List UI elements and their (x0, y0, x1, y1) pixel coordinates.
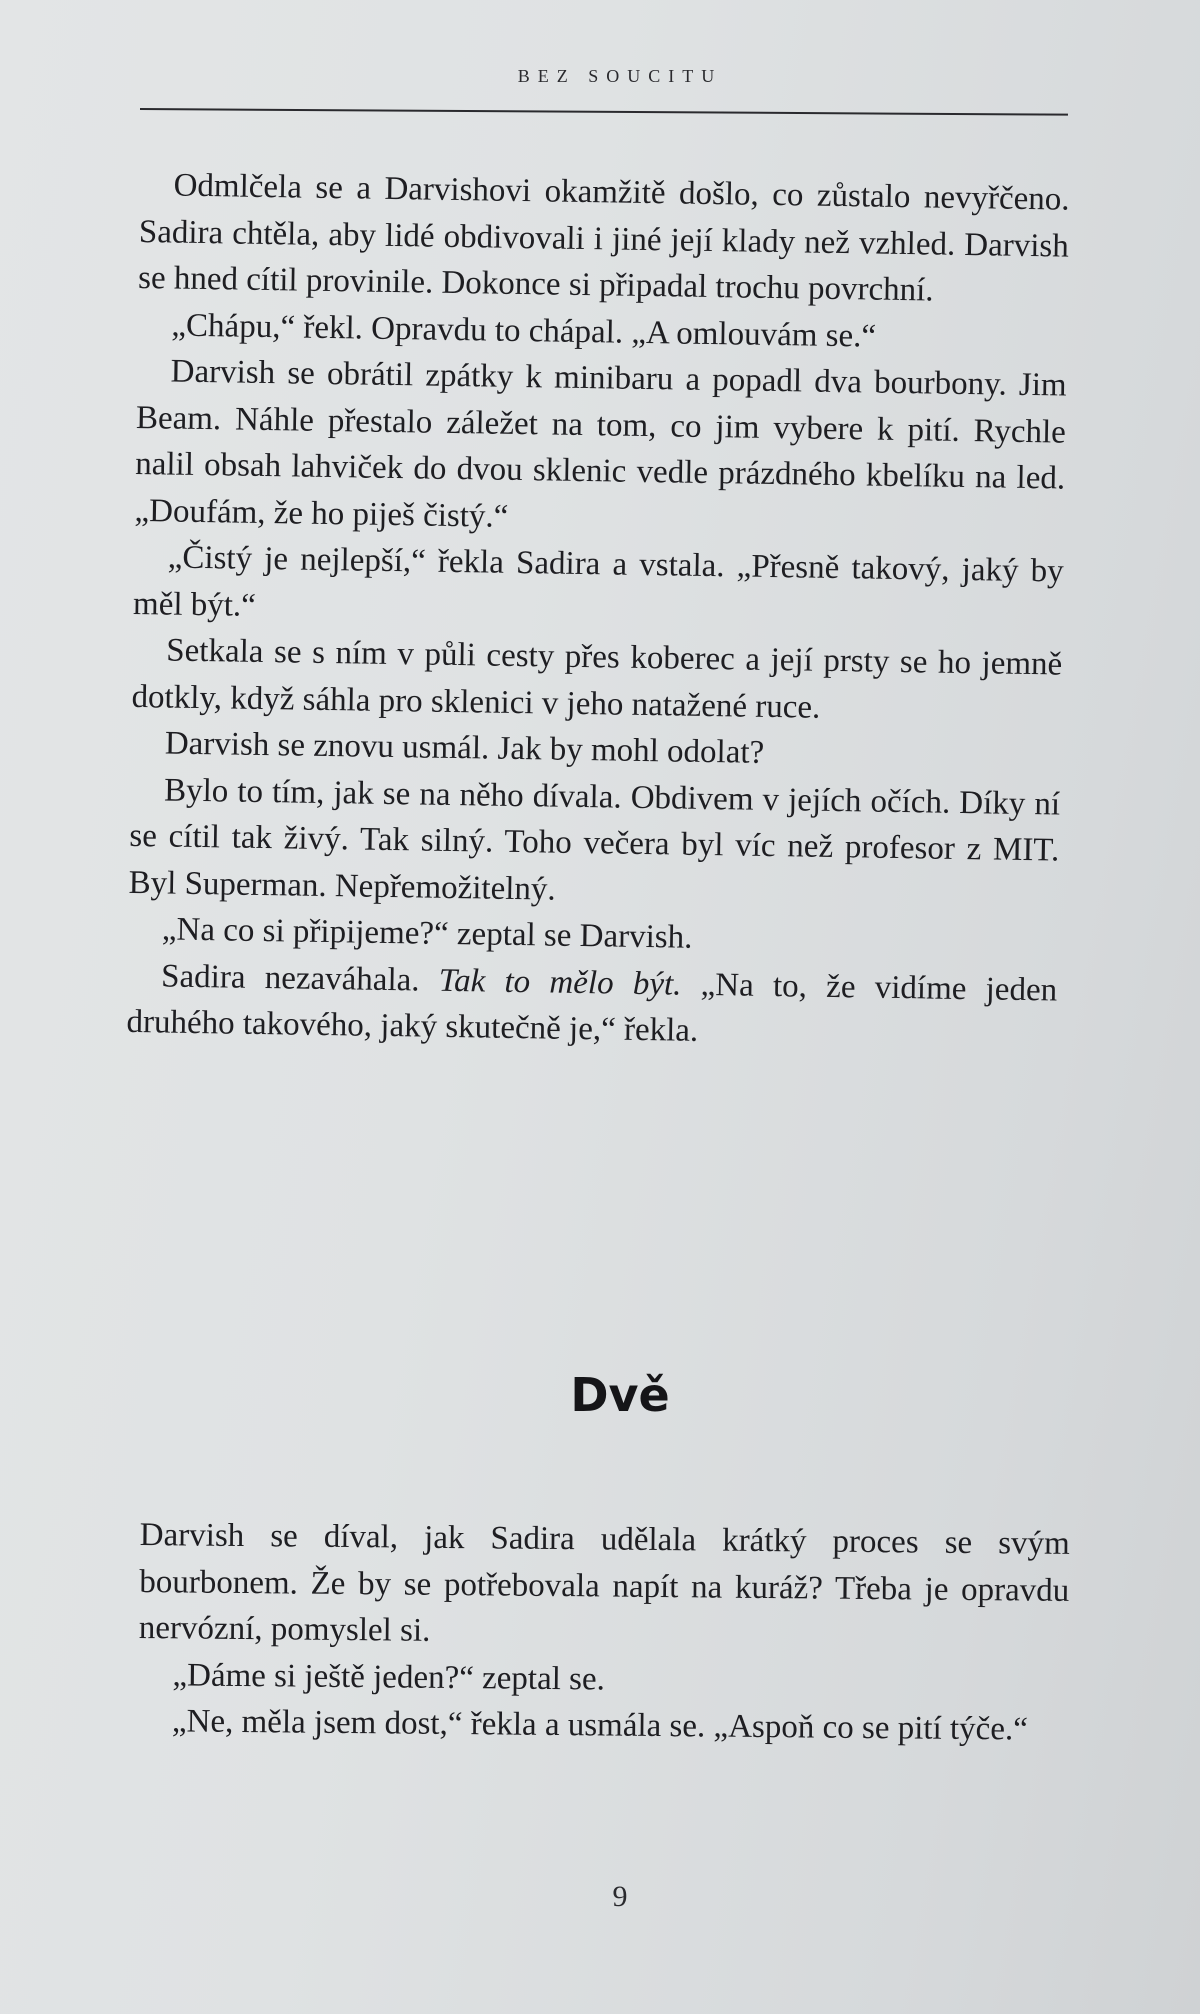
page-number: 9 (612, 1880, 628, 1913)
paragraph: „Ne, měla jsem dost,“ řekla a usmála se. „Aspoň co se pití týče.“ (171, 1703, 1029, 1748)
paragraph: Darvish se obrátil zpátky k minibaru a popadl dva bourbony. Jim Beam. Náhle přestalo záležet na tom, co jim vybere k pití. Rychle nalil obsah lahviček do dvou sklenic vedle prázdného kbelíku na led. „Doufám, že ho piješ čistý.“ (134, 353, 1067, 535)
body-text-bottom (138, 1512, 1070, 1753)
paragraph: „Na co si připijeme?“ zeptal se Darvish. (161, 911, 693, 956)
header-rule (140, 108, 1068, 116)
paragraph: Darvish se znovu usmál. Jak by mohl odolat? (164, 725, 765, 771)
paragraph: „Dáme si ještě jeden?“ zeptal se. (172, 1656, 606, 1697)
paragraph: „Čistý je nejlepší,“ řekla Sadira a vstala. „Přesně takový, jaký by měl být.“ (132, 539, 1064, 624)
chapter-title: Dvě (570, 1368, 670, 1422)
paragraph: Setkala se s ním v půli cesty přes koberec a její prsty se ho jemně dotkly, když sáhla pro sklenici v jeho natažené ruce. (131, 632, 1063, 726)
paragraph-lead: Sadira nezaváhala. (160, 957, 420, 998)
italic-thought: Tak to mělo být. (438, 962, 682, 1003)
paragraph-with-italic (126, 952, 1057, 1060)
paragraph: Odmlčela se a Darvishovi okamžitě došlo, co zůstalo nevyřčeno. Sadira chtěla, aby lidé obdivovali i jiné její klady než vzhled. Darvish se hned cítil provinile. Dokonce si připadal trochu povrchní. (137, 167, 1070, 309)
chapter-opening-paragraph: Darvish se díval, jak Sadira udělala krátký proces se svým bourbonem. Že by se potřebovala napít na kuráž? Třeba je opravdu nervózní, pomyslel si. (138, 1516, 1070, 1649)
body-text-top (126, 162, 1070, 1060)
running-header: BEZ SOUCITU (517, 66, 723, 86)
paragraph: Bylo to tím, jak se na něho dívala. Obdivem v jejích očích. Díky ní se cítil tak živý. Tak silný. Toho večera byl víc než profesor z MIT. Byl Superman. Nepřemožitelný. (128, 771, 1061, 908)
paragraph-tail: „Na to, že vidíme jeden druhého takového, jaký skutečně je,“ řekla. (126, 966, 1058, 1049)
paragraph: „Chápu,“ řekl. Opravdu to chápal. „A omlouvám se.“ (171, 307, 877, 355)
